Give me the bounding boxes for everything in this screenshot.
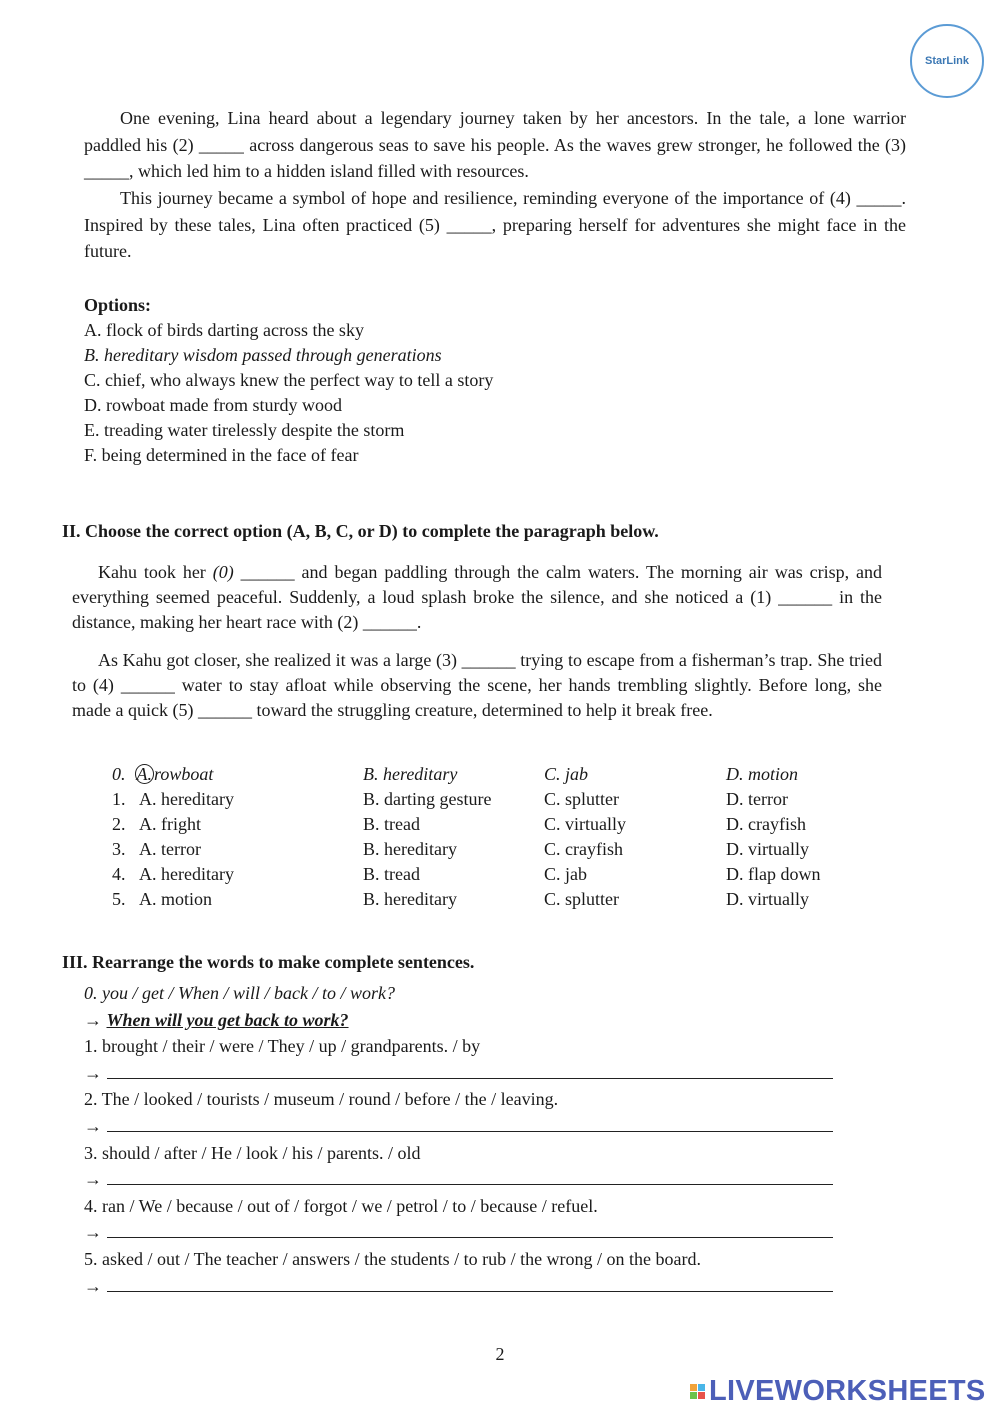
arrow-icon: →	[84, 1222, 102, 1243]
liveworksheets-brand[interactable]	[690, 1374, 986, 1408]
choice-b[interactable]: B. hereditary	[363, 889, 457, 909]
rearrange-item-3: 3. should / after / He / look / his / parents. / old	[84, 1142, 421, 1163]
options-list	[84, 293, 493, 468]
section-2-heading: II. Choose the correct option (A, B, C, or D) to complete the paragraph below.	[62, 521, 659, 541]
answer-input-4[interactable]	[107, 1219, 833, 1238]
question-cell-a	[112, 812, 201, 837]
choice-c[interactable]: C. crayfish	[544, 839, 623, 859]
option-b: B. hereditary wisdom passed through generations	[84, 345, 442, 365]
choice-b[interactable]: B. tread	[363, 864, 420, 884]
choice-b[interactable]: B. tread	[363, 814, 420, 834]
example-prompt: 0. you / get / When / will / back / to / work?	[84, 983, 395, 1003]
options-title: Options:	[84, 295, 152, 315]
question-num: 4.	[112, 864, 126, 884]
example-cell	[112, 762, 213, 787]
option-a: A. flock of birds darting across the sky	[84, 320, 364, 340]
choice-d[interactable]: D. virtually	[726, 889, 809, 909]
choice-a[interactable]: A. motion	[139, 889, 213, 909]
blank-0-marker: (0)	[212, 562, 234, 582]
arrow-icon: →	[84, 1275, 102, 1296]
answer-row-1	[84, 1060, 833, 1087]
answer-row-3	[84, 1166, 833, 1193]
example-answer-line	[84, 1007, 833, 1034]
question-num: 5.	[112, 889, 126, 909]
starlink-logo	[910, 24, 984, 98]
answer-input-1[interactable]	[107, 1060, 833, 1079]
choice-d[interactable]: D. flap down	[726, 864, 821, 884]
choice-c[interactable]: C. splutter	[544, 789, 619, 809]
question-num: 3.	[112, 839, 126, 859]
answer-input-3[interactable]	[107, 1166, 833, 1185]
brand-text: LIVEWORKSHEETS	[709, 1374, 986, 1407]
kahu-p1-start: Kahu took her	[98, 562, 213, 582]
answer-row-4	[84, 1219, 833, 1246]
circled-answer: A.	[136, 764, 152, 784]
choice-a[interactable]: A. terror	[139, 839, 201, 859]
answer-input-2[interactable]	[107, 1113, 833, 1132]
answer-row-5	[84, 1273, 833, 1300]
liveworksheets-icon	[690, 1384, 705, 1399]
example-b: B. hereditary	[363, 764, 458, 784]
arrow-icon: →	[84, 1115, 102, 1136]
example-a-word: rowboat	[154, 764, 214, 784]
arrow-icon: →	[84, 1169, 102, 1190]
option-d: D. rowboat made from sturdy wood	[84, 395, 342, 415]
example-answer: When will you get back to work?	[106, 1009, 349, 1030]
choice-b[interactable]: B. hereditary	[363, 839, 457, 859]
arrow-icon: →	[84, 1009, 102, 1030]
kahu-p1-rest: ______ and began paddling through the calm waters. The morning air was crisp, and everything seemed peaceful. Suddenly, a loud splash broke the silence, and she noticed a (1) ______ in the distance, making her heart race with (2) ______.	[72, 562, 882, 632]
example-c: C. jab	[544, 764, 589, 784]
story-paragraph-2: This journey became a symbol of hope and resilience, reminding everyone of the importance of (4) _____. Inspired by these tales, Lina often practiced (5) _____, preparing herself for adventures she might face in the future.	[84, 188, 906, 261]
story-paragraph-1: One evening, Lina heard about a legendary journey taken by her ancestors. In the tale, a lone warrior paddled his (2) _____ across dangerous seas to save his people. As the waves grew stronger, he followed the (3) _____, which led him to a hidden island filled with resources.	[84, 108, 906, 181]
section-3-heading: III. Rearrange the words to make complete sentences.	[62, 952, 475, 972]
choice-c[interactable]: C. virtually	[544, 814, 626, 834]
rearrange-list	[84, 980, 833, 1299]
example-num: 0.	[112, 764, 126, 784]
choice-a[interactable]: A. hereditary	[139, 789, 234, 809]
arrow-icon: →	[84, 1062, 102, 1083]
logo-text: StarLink	[924, 55, 969, 67]
page-number: 2	[495, 1344, 505, 1364]
choice-d[interactable]: D. virtually	[726, 839, 809, 859]
choice-d[interactable]: D. terror	[726, 789, 788, 809]
rearrange-item-4: 4. ran / We / because / out of / forgot / we / petrol / to / because / refuel.	[84, 1195, 598, 1216]
kahu-paragraph-1	[72, 560, 882, 635]
choice-b[interactable]: B. darting gesture	[363, 789, 492, 809]
question-cell-a	[112, 787, 234, 812]
example-d: D. motion	[726, 764, 798, 784]
question-cell-a	[112, 887, 212, 912]
choice-a[interactable]: A. fright	[139, 814, 201, 834]
option-f: F. being determined in the face of fear	[84, 445, 359, 465]
question-num: 2.	[112, 814, 126, 834]
choice-c[interactable]: C. splutter	[544, 889, 619, 909]
option-c: C. chief, who always knew the perfect way to tell a story	[84, 370, 494, 390]
question-cell-a	[112, 837, 201, 862]
answer-row-2	[84, 1113, 833, 1140]
rearrange-item-1: 1. brought / their / were / They / up / grandparents. / by	[84, 1036, 481, 1057]
answer-input-5[interactable]	[107, 1273, 833, 1292]
kahu-paragraph-2: As Kahu got closer, she realized it was a large (3) ______ trying to escape from a fisherman’s trap. She tried to (4) ______ water to stay afloat while observing the scene, her hands trembling slightly. Before long, she made a quick (5) ______ toward the struggling creature, determined to help it break free.	[72, 650, 882, 720]
option-e: E. treading water tirelessly despite the storm	[84, 420, 405, 440]
question-cell-a	[112, 862, 234, 887]
question-num: 1.	[112, 789, 126, 809]
choice-a[interactable]: A. hereditary	[139, 864, 234, 884]
rearrange-item-5: 5. asked / out / The teacher / answers / the students / to rub / the wrong / on the board.	[84, 1248, 702, 1269]
rearrange-item-2: 2. The / looked / tourists / museum / round / before / the / leaving.	[84, 1089, 559, 1110]
choice-c[interactable]: C. jab	[544, 864, 587, 884]
choice-d[interactable]: D. crayfish	[726, 814, 806, 834]
